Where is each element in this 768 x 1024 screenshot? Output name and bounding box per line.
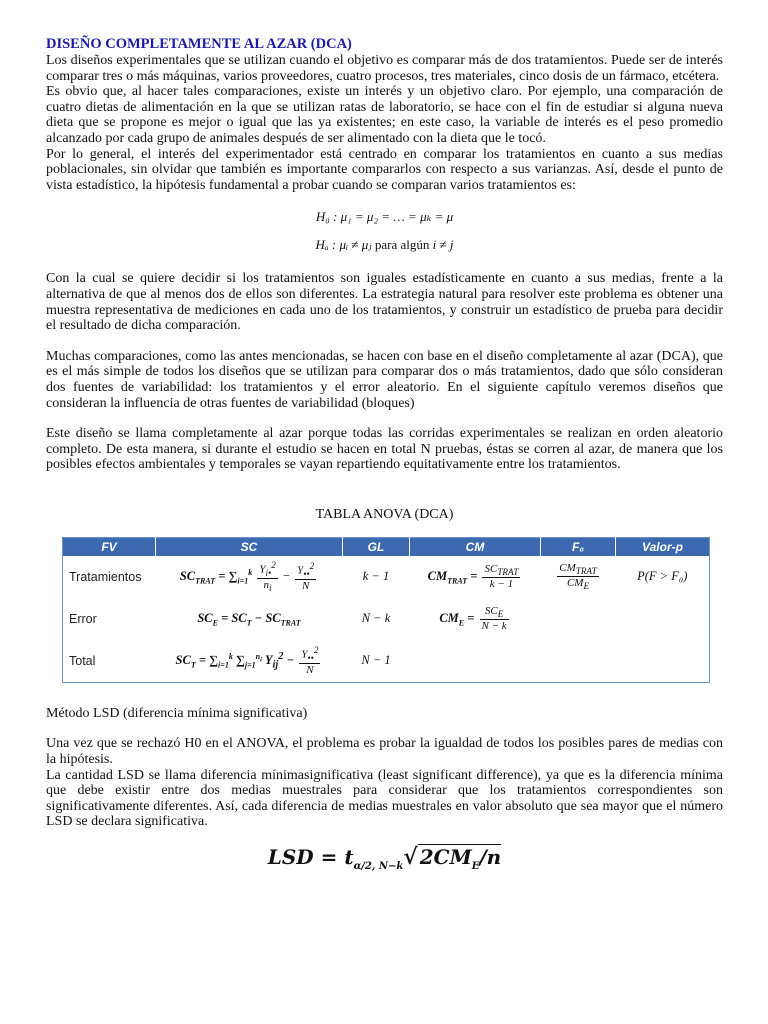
document-page — [46, 36, 723, 872]
method-title: Método LSD (diferencia mínima significativa) — [46, 705, 308, 721]
fv-error: Error — [69, 611, 97, 626]
paragraph-interest: Por lo general, el interés del experimentador está centrado en comparar los tratamientos en cuanto a sus medias poblacionales, sin olvidar que también es importante compararlos con respecto a sus varianzas. Así, desde el punto de vista estadístico, la hipótesis fundamental a probar cuando se comparan varios tratamientos es: — [46, 146, 723, 193]
alt-hypothesis-math: Hₐ : μᵢ ≠ μⱼ — [315, 237, 372, 253]
fv-tratamientos: Tratamientos — [69, 569, 142, 584]
anova-row-tratamientos — [63, 556, 710, 598]
header-valor-p: Valor-p — [616, 537, 710, 556]
header-sc: SC — [156, 537, 343, 556]
sc-error-formula: $SC_E = SC_T - SC_{TRAT}$ — [197, 610, 301, 628]
sc-trat-formula: $SC_{TRAT} = \sum_{i=1}^k$ $\frac{Y_{i•}^2}{n_i}$ − $\frac{Y_{••}^2}{N}$ — [179, 560, 315, 594]
anova-table — [62, 537, 710, 683]
header-gl: GL — [343, 537, 410, 556]
header-cm: CM — [410, 537, 541, 556]
anova-row-error — [63, 598, 710, 640]
cm-trat-formula: $CM_{TRAT}$ = $\frac{SC_{TRAT}}{k - 1}$ — [427, 563, 519, 591]
gl-error: N − k — [361, 611, 391, 626]
anova-header-row — [63, 537, 710, 556]
gl-total: N − 1 — [343, 640, 410, 683]
gl-tratamientos: k − 1 — [362, 569, 390, 584]
alt-hypothesis-tail: i ≠ j — [432, 237, 454, 253]
null-hypothesis: H₀ : μ₁ = μ₂ = … = μₖ = μ — [315, 209, 454, 225]
lsd-formula: LSD = $t_{\alpha/2, N-k}√$ $2CM_E/n$ — [267, 844, 502, 873]
alt-hypothesis-text: para algún — [374, 237, 430, 253]
header-fv: FV — [63, 537, 156, 556]
anova-row-total — [63, 640, 710, 683]
sc-total-formula: $SC_T = \sum_{i=1}^k$ $\sum_{j=1}^{n_i}$ $Y_{ij}^2$ − $\frac{Y_{••}^2}{N}$ — [156, 640, 343, 683]
paragraph-random-design: Este diseño se llama completamente al azar porque todas las corridas experimentales se realizan en orden aleatorio completo. De esta manera, si durante el estudio se hacen en total N pruebas, éstas se corren al azar, de manera que los posibles efectos ambientales y temporales se vayan repartiendo equitativamente entre los tratamientos. — [46, 426, 723, 473]
document-title: DISEÑO COMPLETAMENTE AL AZAR (DCA) — [46, 36, 352, 52]
paragraph-intro: Los diseños experimentales que se utilizan cuando el objetivo es comparar más de dos tratamientos. Puede ser de interés comparar tres o más máquinas, varios proveedores, cuatro procesos, tres materiales, cinco dosis de un fármaco, etcétera. — [46, 53, 723, 84]
cm-error-formula: $CM_E$ = $\frac{SC_E}{N - k}$ — [439, 605, 507, 633]
paragraph-decision: Con la cual se quiere decidir si los tratamientos son iguales estadísticamente en cuanto a sus medias, frente a la alternativa de que al menos dos de ellos son diferentes. La estrategia natural para resolver este problema es obtener una muestra representativa de mediciones en cada uno de los tratamientos, y construir un estadístico de prueba para decidir el resultado de dicha comparación. — [46, 271, 723, 334]
alt-hypothesis-formula — [46, 237, 723, 253]
paragraph-comparisons: Muchas comparaciones, como las antes mencionadas, se hacen con base en el diseño completamente al azar (DCA), que es el más simple de todos los diseños que se utilizan para comparar dos o más tratamientos, dado que sólo consideran dos fuentes de variabilidad: los tratamientos y el error aleatorio. En el siguiente capítulo veremos diseños que consideran la influencia de otras fuentes de variabilidad (bloques) — [46, 348, 723, 411]
method-paragraph-2: La cantidad LSD se llama diferencia mínimasignificativa (least significant difference), ya que es la diferencia mínima que debe existir entre dos medias muestrales para considerar que los tratamientos correspondientes son significativamente diferentes. Así, cada diferencia de medias muestrales en valor absoluto que sea mayor que el número LSD se declara significativa. — [46, 767, 723, 830]
method-paragraph-1: Una vez que se rechazó H0 en el ANOVA, el problema es probar la igualdad de todos los posibles pares de medias con la hipótesis. — [46, 736, 723, 768]
anova-table-title: TABLA ANOVA (DCA) — [315, 506, 454, 522]
p-value-formula: P(F > F₀) — [637, 569, 688, 584]
null-hypothesis-formula — [46, 209, 723, 225]
f0-formula: $\frac{CM_{TRAT}}{CM_E}$ — [559, 562, 597, 592]
paragraph-example: Es obvio que, al hacer tales comparaciones, existe un interés y un objetivo claro. Por ejemplo, una comparación de cuatro dietas de alimentación en la que se utilizan ratas de laboratorio, se hace con el fin de estudiar si alguna nueva dieta que se propone es mejor o igual que las ya existentes; en este caso, la variable de interés es el peso promedio alcanzado por cada grupo de animales después de ser alimentado con la dieta que le tocó. — [46, 84, 723, 146]
fv-total: Total — [63, 640, 156, 683]
header-f0: F₀ — [541, 537, 616, 556]
